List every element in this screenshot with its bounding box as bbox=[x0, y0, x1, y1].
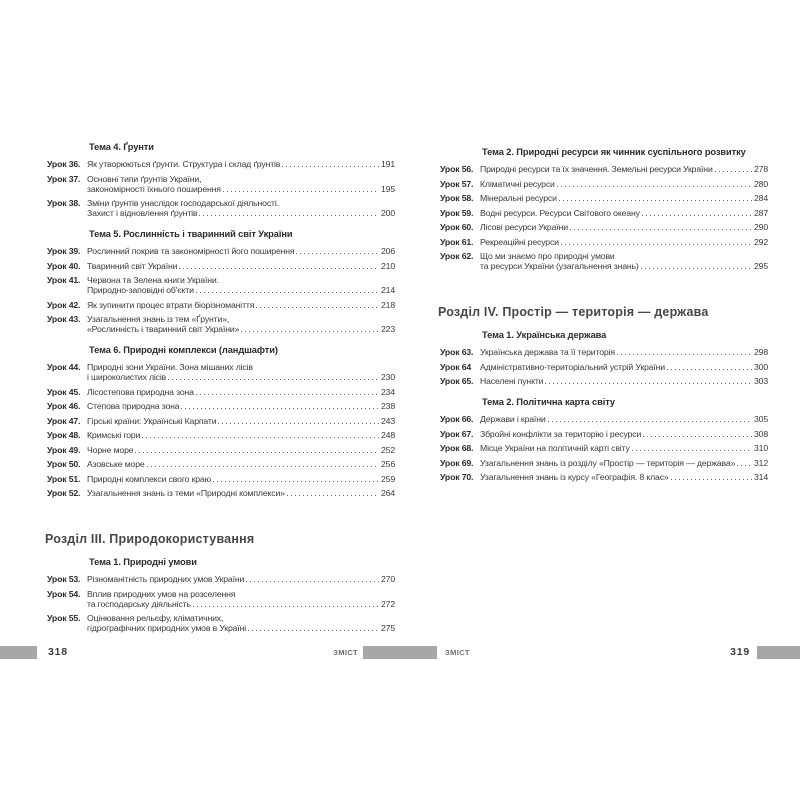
lesson-row bbox=[45, 613, 395, 633]
lesson-content bbox=[480, 458, 768, 468]
lesson-content bbox=[87, 474, 395, 484]
lesson-last-line bbox=[87, 372, 395, 382]
footer-bar-gutter bbox=[363, 646, 437, 659]
lesson-content bbox=[480, 443, 768, 453]
running-title-right: ЗМІСТ bbox=[445, 648, 470, 657]
lesson-row bbox=[438, 458, 768, 468]
dot-leader bbox=[667, 369, 752, 370]
page-ref: 200 bbox=[380, 208, 395, 218]
lesson-content bbox=[87, 174, 395, 194]
running-title-left: ЗМІСТ bbox=[333, 648, 358, 657]
lesson-content bbox=[480, 376, 768, 386]
lesson-row bbox=[438, 222, 768, 232]
lesson-row bbox=[45, 198, 395, 218]
dot-leader bbox=[557, 186, 752, 187]
lesson-content bbox=[87, 159, 395, 169]
lesson-last-line bbox=[480, 193, 768, 203]
lesson-number-label: Урок 64 bbox=[440, 361, 472, 372]
lesson-last-line bbox=[480, 472, 768, 482]
lesson-number-label: Урок 59. bbox=[440, 207, 474, 218]
page-ref: 295 bbox=[753, 261, 768, 271]
lesson-row bbox=[45, 362, 395, 382]
lesson-title-line: Рекреаційні ресурси bbox=[480, 236, 559, 247]
lesson-title-line: Природні ресурси та їх значення. Земельні ресурси України bbox=[480, 164, 713, 174]
lesson-title-line: Як зупинити процес втрати біорізноманіття bbox=[87, 299, 255, 310]
dot-leader bbox=[296, 253, 378, 254]
lesson-last-line bbox=[87, 430, 395, 440]
dot-leader bbox=[179, 268, 379, 269]
page-ref: 256 bbox=[380, 459, 395, 469]
dot-leader bbox=[715, 171, 752, 172]
dot-leader bbox=[671, 479, 752, 480]
page-ref: 310 bbox=[753, 443, 768, 453]
lesson-row bbox=[438, 237, 768, 247]
lesson-last-line bbox=[480, 222, 768, 232]
lesson-content bbox=[480, 362, 768, 372]
lesson-row bbox=[438, 251, 768, 271]
lesson-number-label: Урок 67. bbox=[440, 428, 474, 439]
page-ref: 287 bbox=[753, 207, 768, 218]
lesson-title-line: та господарську діяльність bbox=[87, 598, 191, 609]
dot-leader bbox=[632, 450, 752, 451]
page-ref: 259 bbox=[380, 473, 395, 484]
lesson-number-label: Урок 70. bbox=[440, 472, 474, 482]
dot-leader bbox=[142, 437, 379, 438]
lesson-last-line bbox=[87, 574, 395, 584]
lesson-content bbox=[87, 416, 395, 426]
lesson-content bbox=[87, 300, 395, 310]
lesson-content bbox=[87, 445, 395, 455]
lesson-title-line: Основні типи ґрунтів України, bbox=[87, 173, 202, 184]
lesson-number-label: Урок 69. bbox=[440, 457, 474, 468]
lesson-last-line bbox=[480, 414, 768, 424]
lesson-content bbox=[480, 208, 768, 218]
lesson-last-line bbox=[87, 488, 395, 498]
lesson-number-label: Урок 54. bbox=[47, 588, 81, 599]
lesson-title-line: Узагальнення знань із тем «Ґрунти», bbox=[87, 314, 230, 324]
dot-leader bbox=[617, 354, 752, 355]
page-ref: 252 bbox=[380, 444, 395, 455]
page-ref: 195 bbox=[380, 183, 395, 194]
lesson-title-line: і широколистих лісів bbox=[87, 372, 167, 382]
lesson-content bbox=[87, 459, 395, 469]
lesson-title-line: Кліматичні ресурси bbox=[480, 178, 555, 189]
page-ref: 312 bbox=[753, 457, 768, 468]
page-ref: 280 bbox=[753, 178, 768, 189]
dot-leader bbox=[641, 268, 752, 269]
lesson-number-label: Урок 58. bbox=[440, 193, 474, 203]
dot-leader bbox=[737, 465, 752, 466]
dot-leader bbox=[642, 215, 752, 216]
lesson-content bbox=[480, 472, 768, 482]
lesson-last-line bbox=[87, 623, 395, 633]
lesson-last-line bbox=[87, 459, 395, 469]
lesson-row bbox=[438, 414, 768, 424]
dot-leader bbox=[248, 630, 379, 631]
page-ref: 305 bbox=[753, 414, 768, 424]
lesson-row bbox=[45, 159, 395, 169]
page-ref: 230 bbox=[380, 372, 395, 382]
lesson-last-line bbox=[87, 261, 395, 271]
dot-leader bbox=[218, 423, 378, 424]
lesson-last-line bbox=[87, 324, 395, 334]
lesson-number-label: Урок 37. bbox=[47, 173, 81, 184]
page-ref: 290 bbox=[753, 222, 768, 232]
lesson-title-line: Держави і країни bbox=[480, 414, 546, 424]
dot-leader bbox=[559, 200, 752, 201]
lesson-title-line: Збройні конфлікти за територію і ресурси bbox=[480, 428, 642, 439]
lesson-title-line: Гірські країни: Українські Карпати bbox=[87, 415, 217, 426]
lesson-last-line bbox=[87, 401, 395, 411]
lesson-number-label: Урок 41. bbox=[47, 275, 81, 285]
lesson-content bbox=[480, 414, 768, 424]
lesson-content bbox=[87, 488, 395, 498]
dot-leader bbox=[287, 495, 379, 496]
lesson-title-line: та ресурси України (узагальнення знань) bbox=[480, 261, 639, 271]
lesson-title-line: Узагальнення знань із курсу «Географія. 8 клас» bbox=[480, 472, 669, 482]
lesson-last-line bbox=[87, 184, 395, 194]
footer-bar-left-edge bbox=[0, 646, 37, 659]
lesson-row bbox=[438, 429, 768, 439]
dot-leader bbox=[193, 606, 379, 607]
page-ref: 218 bbox=[380, 299, 395, 310]
lesson-last-line bbox=[87, 416, 395, 426]
page-ref: 191 bbox=[380, 159, 395, 169]
lesson-number-label: Урок 55. bbox=[47, 613, 81, 623]
lesson-row bbox=[438, 472, 768, 482]
lesson-title-line: Водні ресурси. Ресурси Світового океану bbox=[480, 207, 640, 218]
lesson-title-line: Узагальнення знань із теми «Природні комплекси» bbox=[87, 488, 285, 498]
page-ref: 275 bbox=[380, 623, 395, 633]
lesson-number-label: Урок 57. bbox=[440, 178, 474, 189]
lesson-last-line bbox=[480, 237, 768, 247]
lesson-row bbox=[45, 174, 395, 194]
lesson-last-line bbox=[480, 376, 768, 386]
lesson-title-line: Лісостепова природна зона bbox=[87, 386, 194, 397]
lesson-row bbox=[45, 246, 395, 256]
lesson-content bbox=[480, 179, 768, 189]
lesson-last-line bbox=[480, 362, 768, 372]
page-ref: 303 bbox=[753, 376, 768, 386]
lesson-number-label: Урок 56. bbox=[440, 164, 474, 174]
lesson-content bbox=[87, 275, 395, 295]
lesson-number-label: Урок 39. bbox=[47, 246, 81, 256]
theme-heading: Тема 2. Політична карта світу bbox=[482, 397, 615, 407]
lesson-row bbox=[438, 193, 768, 203]
theme-heading: Тема 4. Ґрунти bbox=[89, 142, 154, 152]
lesson-title-line: Природно-заповідні об'єкти bbox=[87, 285, 194, 295]
toc-page-left bbox=[45, 141, 395, 638]
lesson-last-line bbox=[480, 261, 768, 271]
section-heading: Розділ IV. Простір — територія — держава bbox=[438, 305, 709, 319]
lesson-title-line: Місце України на політичній карті світу bbox=[480, 443, 630, 453]
lesson-row bbox=[45, 589, 395, 609]
page-ref: 206 bbox=[380, 246, 395, 256]
page-ref: 234 bbox=[380, 386, 395, 397]
page-ref: 214 bbox=[380, 285, 395, 295]
lesson-row bbox=[438, 179, 768, 189]
lesson-title-line: Лісові ресурси України bbox=[480, 222, 568, 232]
lesson-content bbox=[87, 261, 395, 271]
dot-leader bbox=[196, 394, 379, 395]
lesson-title-line: Захист і відновлення ґрунтів bbox=[87, 208, 198, 218]
lesson-row bbox=[438, 208, 768, 218]
lesson-title-line: Зміни ґрунтів унаслідок господарської діяльності. bbox=[87, 198, 279, 208]
lesson-content bbox=[87, 401, 395, 411]
lesson-last-line bbox=[480, 208, 768, 218]
lesson-number-label: Урок 43. bbox=[47, 314, 81, 324]
page-ref: 272 bbox=[380, 598, 395, 609]
lesson-row bbox=[45, 430, 395, 440]
lesson-last-line bbox=[480, 458, 768, 468]
page-ref: 243 bbox=[380, 415, 395, 426]
lesson-number-label: Урок 48. bbox=[47, 430, 81, 440]
lesson-title-line: Адміністративно-територіальний устрій України bbox=[480, 361, 665, 372]
lesson-title-line: Вплив природних умов на розселення bbox=[87, 588, 236, 599]
lesson-title-line: Узагальнення знань із розділу «Простір — територія — держава» bbox=[480, 457, 736, 468]
lesson-title-line: «Рослинність і тваринний світ України» bbox=[87, 324, 240, 334]
lesson-last-line bbox=[87, 159, 395, 169]
page-ref: 223 bbox=[380, 324, 395, 334]
dot-leader bbox=[181, 408, 378, 409]
lesson-row bbox=[45, 445, 395, 455]
theme-heading: Тема 1. Природні умови bbox=[89, 557, 197, 567]
dot-leader bbox=[168, 379, 379, 380]
theme-heading: Тема 1. Українська держава bbox=[482, 330, 607, 340]
page-ref: 284 bbox=[753, 193, 768, 203]
lesson-content bbox=[87, 589, 395, 609]
lesson-content bbox=[87, 362, 395, 382]
lesson-content bbox=[87, 574, 395, 584]
lesson-row bbox=[45, 459, 395, 469]
dot-leader bbox=[213, 481, 379, 482]
lesson-content bbox=[480, 251, 768, 271]
dot-leader bbox=[196, 292, 379, 293]
lesson-content bbox=[87, 613, 395, 633]
lesson-number-label: Урок 40. bbox=[47, 260, 81, 271]
page-ref: 270 bbox=[380, 574, 395, 584]
lesson-number-label: Урок 36. bbox=[47, 159, 81, 169]
dot-leader bbox=[256, 307, 379, 308]
lesson-number-label: Урок 63. bbox=[440, 347, 474, 357]
lesson-title-line: Азовське море bbox=[87, 459, 145, 469]
theme-heading: Тема 6. Природні комплекси (ландшафти) bbox=[89, 345, 278, 355]
lesson-title-line: Що ми знаємо про природні умови bbox=[480, 251, 615, 261]
dot-leader bbox=[561, 244, 752, 245]
page-ref: 238 bbox=[380, 401, 395, 411]
page-number-right: 319 bbox=[730, 646, 750, 658]
page-ref: 210 bbox=[380, 260, 395, 271]
dot-leader bbox=[282, 166, 379, 167]
dot-leader bbox=[241, 331, 379, 332]
lesson-number-label: Урок 52. bbox=[47, 488, 81, 498]
lesson-last-line bbox=[87, 474, 395, 484]
dot-leader bbox=[570, 229, 752, 230]
lesson-title-line: Населені пункти bbox=[480, 376, 544, 386]
lesson-number-label: Урок 45. bbox=[47, 386, 81, 397]
page-ref: 300 bbox=[753, 361, 768, 372]
lesson-number-label: Урок 53. bbox=[47, 574, 81, 584]
lesson-row bbox=[438, 443, 768, 453]
lesson-last-line bbox=[87, 599, 395, 609]
lesson-content bbox=[87, 314, 395, 334]
lesson-content bbox=[480, 164, 768, 174]
lesson-title-line: Червона та Зелена книги України. bbox=[87, 275, 219, 285]
lesson-row bbox=[45, 488, 395, 498]
page-ref: 248 bbox=[380, 430, 395, 440]
lesson-last-line bbox=[87, 208, 395, 218]
dot-leader bbox=[246, 581, 379, 582]
dot-leader bbox=[545, 383, 752, 384]
page-ref: 298 bbox=[753, 347, 768, 357]
lesson-number-label: Урок 38. bbox=[47, 198, 81, 208]
lesson-number-label: Урок 42. bbox=[47, 299, 81, 310]
theme-heading: Тема 5. Рослинність і тваринний світ України bbox=[89, 229, 293, 239]
lesson-row bbox=[438, 362, 768, 372]
lesson-content bbox=[480, 222, 768, 232]
lesson-row bbox=[45, 574, 395, 584]
lesson-last-line bbox=[480, 443, 768, 453]
dot-leader bbox=[548, 421, 752, 422]
lesson-last-line bbox=[480, 347, 768, 357]
lesson-number-label: Урок 62. bbox=[440, 251, 474, 261]
lesson-number-label: Урок 46. bbox=[47, 401, 81, 411]
lesson-content bbox=[480, 193, 768, 203]
lesson-content bbox=[87, 387, 395, 397]
section-heading: Розділ III. Природокористування bbox=[45, 532, 255, 546]
lesson-number-label: Урок 65. bbox=[440, 376, 474, 386]
lesson-number-label: Урок 68. bbox=[440, 443, 474, 453]
lesson-content bbox=[480, 347, 768, 357]
lesson-content bbox=[87, 246, 395, 256]
page-ref: 278 bbox=[753, 164, 768, 174]
lesson-row bbox=[438, 347, 768, 357]
page-number-left: 318 bbox=[48, 646, 68, 658]
lesson-title-line: Степова природна зона bbox=[87, 401, 180, 411]
lesson-title-line: Оцінювання рельєфу, кліматичних, bbox=[87, 613, 224, 623]
lesson-title-line: закономірності їхнього поширення bbox=[87, 183, 221, 194]
lesson-row bbox=[45, 387, 395, 397]
lesson-last-line bbox=[87, 246, 395, 256]
lesson-title-line: Різноманітність природних умов України bbox=[87, 574, 245, 584]
lesson-content bbox=[87, 430, 395, 440]
page-ref: 292 bbox=[753, 236, 768, 247]
lesson-last-line bbox=[87, 300, 395, 310]
lesson-row bbox=[45, 474, 395, 484]
lesson-number-label: Урок 44. bbox=[47, 362, 81, 372]
lesson-title-line: Українська держава та її територія bbox=[480, 347, 615, 357]
lesson-title-line: Як утворюються ґрунти. Структура і склад ґрунтів bbox=[87, 159, 281, 169]
footer-bar-right-edge bbox=[757, 646, 800, 659]
dot-leader bbox=[643, 436, 752, 437]
lesson-number-label: Урок 47. bbox=[47, 415, 81, 426]
lesson-number-label: Урок 51. bbox=[47, 473, 81, 484]
theme-heading: Тема 2. Природні ресурси як чинник суспільного розвитку bbox=[482, 147, 746, 157]
lesson-last-line bbox=[87, 445, 395, 455]
lesson-title-line: Мінеральні ресурси bbox=[480, 193, 557, 203]
dot-leader bbox=[199, 215, 379, 216]
lesson-last-line bbox=[480, 429, 768, 439]
dot-leader bbox=[223, 191, 379, 192]
lesson-title-line: гідрографічних природних умов в Україні bbox=[87, 623, 247, 633]
lesson-last-line bbox=[87, 285, 395, 295]
lesson-title-line: Рослинний покрив та закономірності його поширення bbox=[87, 246, 295, 256]
page-ref: 264 bbox=[380, 488, 395, 498]
dot-leader bbox=[147, 466, 379, 467]
page-ref: 308 bbox=[753, 428, 768, 439]
lesson-row bbox=[45, 314, 395, 334]
lesson-content bbox=[480, 237, 768, 247]
dot-leader bbox=[135, 452, 378, 453]
lesson-number-label: Урок 49. bbox=[47, 444, 81, 455]
lesson-title-line: Чорне море bbox=[87, 444, 134, 455]
toc-page-right bbox=[438, 146, 768, 487]
lesson-number-label: Урок 61. bbox=[440, 236, 474, 247]
lesson-title-line: Кримські гори bbox=[87, 430, 141, 440]
lesson-row bbox=[45, 300, 395, 310]
lesson-title-line: Природні комплекси свого краю bbox=[87, 473, 211, 484]
lesson-row bbox=[438, 376, 768, 386]
lesson-number-label: Урок 60. bbox=[440, 222, 474, 232]
lesson-row bbox=[45, 275, 395, 295]
lesson-last-line bbox=[480, 179, 768, 189]
lesson-last-line bbox=[87, 387, 395, 397]
lesson-title-line: Тваринний світ України bbox=[87, 260, 178, 271]
lesson-row bbox=[438, 164, 768, 174]
lesson-content bbox=[480, 429, 768, 439]
lesson-title-line: Природні зони України. Зона мішаних лісів bbox=[87, 362, 253, 372]
lesson-row bbox=[45, 401, 395, 411]
lesson-row bbox=[45, 416, 395, 426]
page-ref: 314 bbox=[753, 472, 768, 482]
lesson-number-label: Урок 66. bbox=[440, 414, 474, 424]
lesson-content bbox=[87, 198, 395, 218]
lesson-last-line bbox=[480, 164, 768, 174]
lesson-number-label: Урок 50. bbox=[47, 459, 81, 469]
lesson-row bbox=[45, 261, 395, 271]
